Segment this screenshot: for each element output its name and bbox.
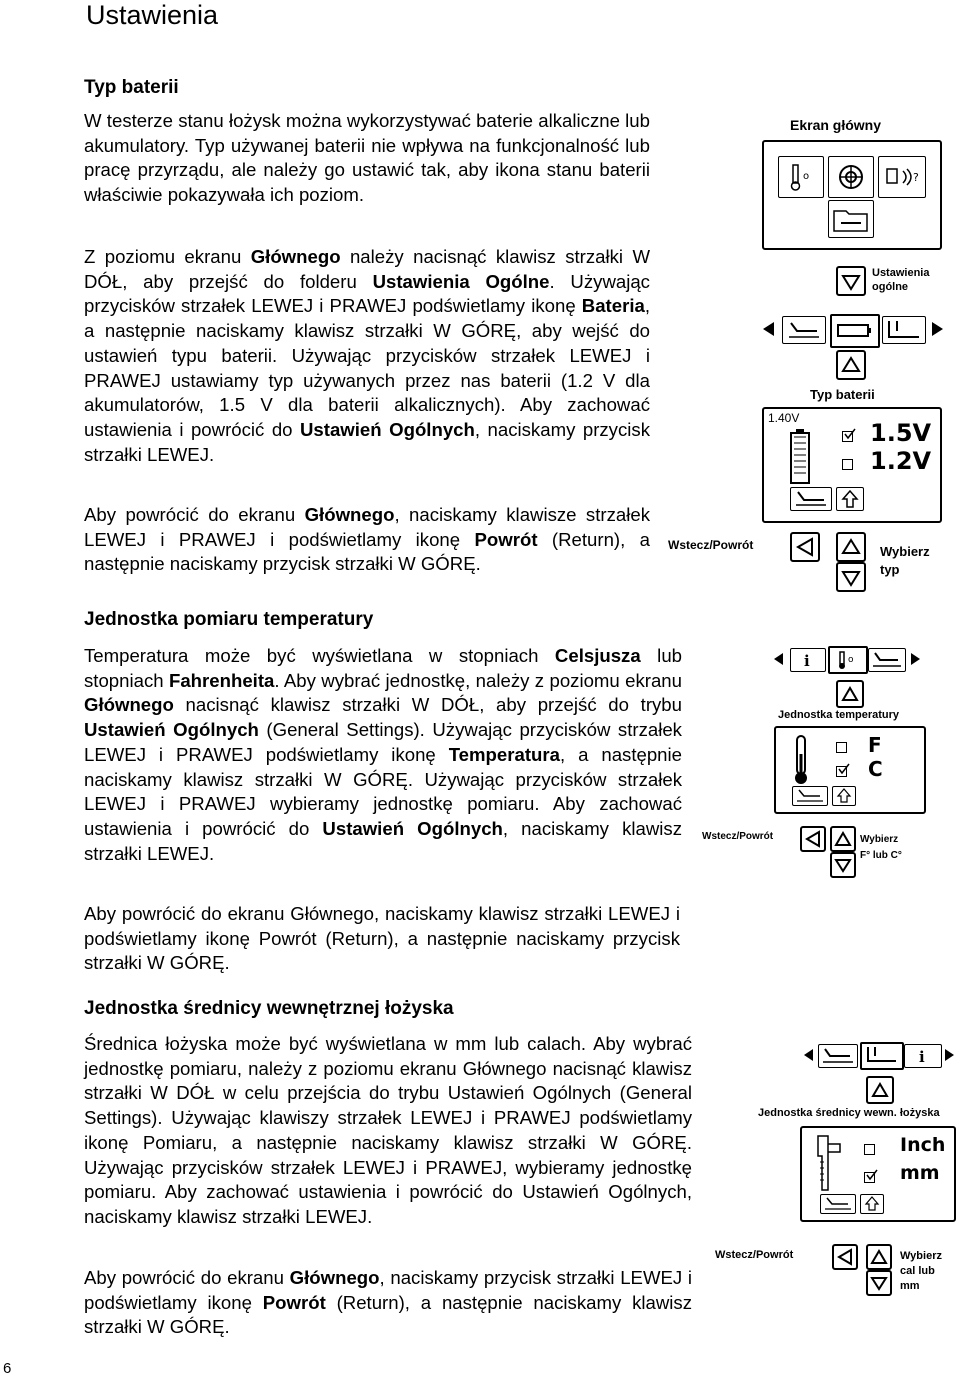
- temperature-unit-screen: [774, 726, 926, 814]
- battery-paragraph-3: Aby powrócić do ekranu Głównego, naciskamy klawisze strzałek LEWEJ i PRAWEJ i podświetlamy ikonę Powrót (Return), a następnie naciskamy przycisk strzałki W GÓRĘ.: [84, 504, 650, 575]
- temperature-option-c[interactable]: C: [868, 757, 883, 781]
- up-arrow-icon: [860, 1194, 884, 1214]
- temperature-heading: Jednostka pomiaru temperatury: [84, 609, 374, 630]
- up-arrow-button[interactable]: [830, 826, 856, 852]
- battery-icon: [830, 314, 880, 348]
- caliper-icon: [860, 1042, 904, 1070]
- option-c-checkbox[interactable]: [836, 766, 847, 777]
- voltage-readout: 1.40V: [768, 411, 800, 425]
- svg-text:i: i: [804, 652, 810, 670]
- select-unit-label: Wybierz cal lub mm: [900, 1250, 942, 1292]
- return-icon: [820, 1194, 856, 1214]
- right-arrow-icon: [942, 1048, 956, 1062]
- return-icon: [782, 316, 826, 344]
- back-label: Wstecz/Powrót: [715, 1249, 794, 1261]
- svg-text:o: o: [803, 171, 810, 182]
- diameter-paragraph-2: Aby powrócić do ekranu Głównego, naciskamy przycisk strzałki LEWEJ i podświetlamy ikonę Powrót (Return), a następnie naciskamy klawisz strzałki W GÓRĘ.: [84, 1267, 692, 1338]
- select-unit-label: Wybierz F° lub C°: [860, 834, 902, 861]
- option-f-checkbox[interactable]: [836, 742, 847, 753]
- down-arrow-button[interactable]: [836, 266, 866, 296]
- battery-option-2[interactable]: 1.2V: [870, 447, 932, 475]
- caliper-icon: [882, 316, 926, 344]
- up-arrow-icon: [836, 487, 864, 511]
- temperature-option-f[interactable]: F: [868, 733, 882, 757]
- up-arrow-button[interactable]: [836, 350, 866, 380]
- option-2-checkbox[interactable]: [842, 459, 853, 470]
- thermometer-icon: [790, 734, 812, 786]
- diameter-paragraph-1: Średnica łożyska może być wyświetlana w mm lub calach. Aby wybrać jednostkę pomiaru, należy z poziomu ekranu Głównego nacisnąć klawisz strzałki W DÓŁ w celu przejścia do trybu Ustawień Ogólnych (General Settings). Używając klawiszy strzałek LEWEJ i PRAWEJ podświetlamy ikonę Pomiaru, a następnie naciskamy klawisz strzałki W GÓRĘ. Używając przycisków strzałek LEWEJ i PRAWEJ, wybieramy jednostkę pomiaru. Aby zachować ustawienia i powrócić do Ustawień Ogólnych, naciskamy klawisz strzałki LEWEJ.: [84, 1033, 692, 1227]
- return-icon: [868, 648, 906, 672]
- sound-icon: [878, 156, 926, 198]
- diameter-option-inch[interactable]: Inch: [900, 1134, 946, 1156]
- main-screen-label: Ekran główny: [790, 117, 882, 133]
- main-screen: [762, 140, 942, 250]
- down-arrow-button[interactable]: [836, 562, 866, 592]
- return-icon: [792, 786, 828, 806]
- right-arrow-icon: [928, 320, 946, 338]
- left-arrow-icon: [802, 1048, 816, 1062]
- up-arrow-button[interactable]: [836, 532, 866, 562]
- battery-paragraph-1: W testerze stanu łożysk można wykorzystywać baterie alkaliczne lub akumulatory. Typ używanej baterii nie wpływa na funkcjonalność lub pracę przyrządu, ale należy go ustawić tak, aby ikona stanu baterii właściwie pokazywała ich poziom.: [84, 110, 650, 206]
- left-arrow-icon: [760, 320, 778, 338]
- left-arrow-button[interactable]: [832, 1244, 858, 1270]
- battery-option-1[interactable]: 1.5V: [870, 419, 932, 447]
- info-icon: [904, 1044, 942, 1068]
- info-icon: [790, 648, 826, 672]
- down-arrow-button[interactable]: [830, 852, 856, 878]
- general-settings-label: Ustawienia ogólne: [872, 267, 930, 293]
- return-icon: [818, 1044, 858, 1068]
- temperature-unit-label: Jednostka temperatury: [778, 709, 900, 721]
- bearing-icon: [828, 156, 874, 198]
- down-arrow-button[interactable]: [866, 1270, 892, 1296]
- temperature-paragraph-2: Aby powrócić do ekranu Głównego, naciskamy klawisz strzałki LEWEJ i podświetlamy ikonę Powrót (Return), a następnie naciskamy przycisk strzałki W GÓRĘ.: [84, 903, 680, 974]
- battery-type-screen: [762, 407, 942, 523]
- option-inch-checkbox[interactable]: [864, 1144, 875, 1155]
- battery-paragraph-2: Z poziomu ekranu Głównego należy nacisnąć klawisz strzałki W DÓŁ, aby przejść do folderu Ustawienia Ogólne. Używając przycisków strzałek LEWEJ i PRAWEJ podświetlamy ikonę Bateria, a następnie naciskamy klawisz strzałki W GÓRĘ, aby wejść do ustawień typu baterii. Używając przycisków strzałek LEWEJ i PRAWEJ ustawiamy typ używanych przez nas baterii (1.2 V dla akumulatorów, 1.5 V dla baterii alkalicznych). Aby zachować ustawienia i powrócić do Ustawień Ogólnych, naciskamy przycisk strzałki LEWEJ.: [84, 246, 650, 465]
- diameter-unit-label: Jednostka średnicy wewn. łożyska: [758, 1107, 940, 1119]
- diameter-option-mm[interactable]: mm: [900, 1162, 940, 1184]
- option-mm-checkbox[interactable]: [864, 1172, 875, 1183]
- return-icon: [790, 487, 832, 511]
- up-arrow-button[interactable]: [866, 1244, 892, 1270]
- left-arrow-button[interactable]: [790, 532, 820, 562]
- up-arrow-icon: [832, 786, 856, 806]
- caliper-tool-icon: [814, 1134, 844, 1192]
- svg-text:?: ?: [913, 171, 919, 184]
- back-label: Wstecz/Powrót: [668, 538, 754, 552]
- diameter-unit-screen: [800, 1126, 956, 1222]
- left-arrow-button[interactable]: [800, 826, 826, 852]
- page-number: 6: [3, 1360, 12, 1377]
- select-type-label: Wybierz typ: [880, 544, 930, 577]
- up-arrow-button[interactable]: [866, 1076, 894, 1104]
- temperature-paragraph-1: Temperatura może być wyświetlana w stopniach Celsjusza lub stopniach Fahrenheita. Aby wybrać jednostkę, należy z poziomu ekranu Głównego nacisnąć klawisz strzałki W DÓŁ, aby przejść do trybu Ustawień Ogólnych (General Settings). Używając przycisków strzałek LEWEJ i PRAWEJ podświetlamy ikonę Temperatura, a następnie naciskamy klawisz strzałki W GÓRĘ. Używając przycisków strzałek LEWEJ i PRAWEJ wybieramy jednostkę pomiaru. Aby zachować ustawienia i powrócić do Ustawień Ogólnych, naciskamy klawisz strzałki LEWEJ.: [84, 645, 682, 864]
- svg-text:i: i: [919, 1048, 925, 1066]
- back-label: Wstecz/Powrót: [702, 831, 774, 842]
- up-arrow-button[interactable]: [836, 680, 864, 708]
- left-arrow-icon: [772, 652, 786, 666]
- page-title: Ustawienia: [86, 0, 219, 30]
- temperature-icon: [828, 646, 868, 674]
- diameter-heading: Jednostka średnicy wewnętrznej łożyska: [84, 998, 454, 1019]
- temperature-icon: [778, 156, 824, 198]
- battery-type-label: Typ baterii: [810, 387, 875, 402]
- settings-folder-icon: [828, 200, 874, 238]
- right-arrow-icon: [908, 652, 922, 666]
- svg-text:o: o: [848, 655, 854, 665]
- option-1-checkbox[interactable]: [842, 431, 853, 442]
- battery-heading: Typ baterii: [84, 77, 179, 98]
- battery-cell-icon: [786, 427, 816, 487]
